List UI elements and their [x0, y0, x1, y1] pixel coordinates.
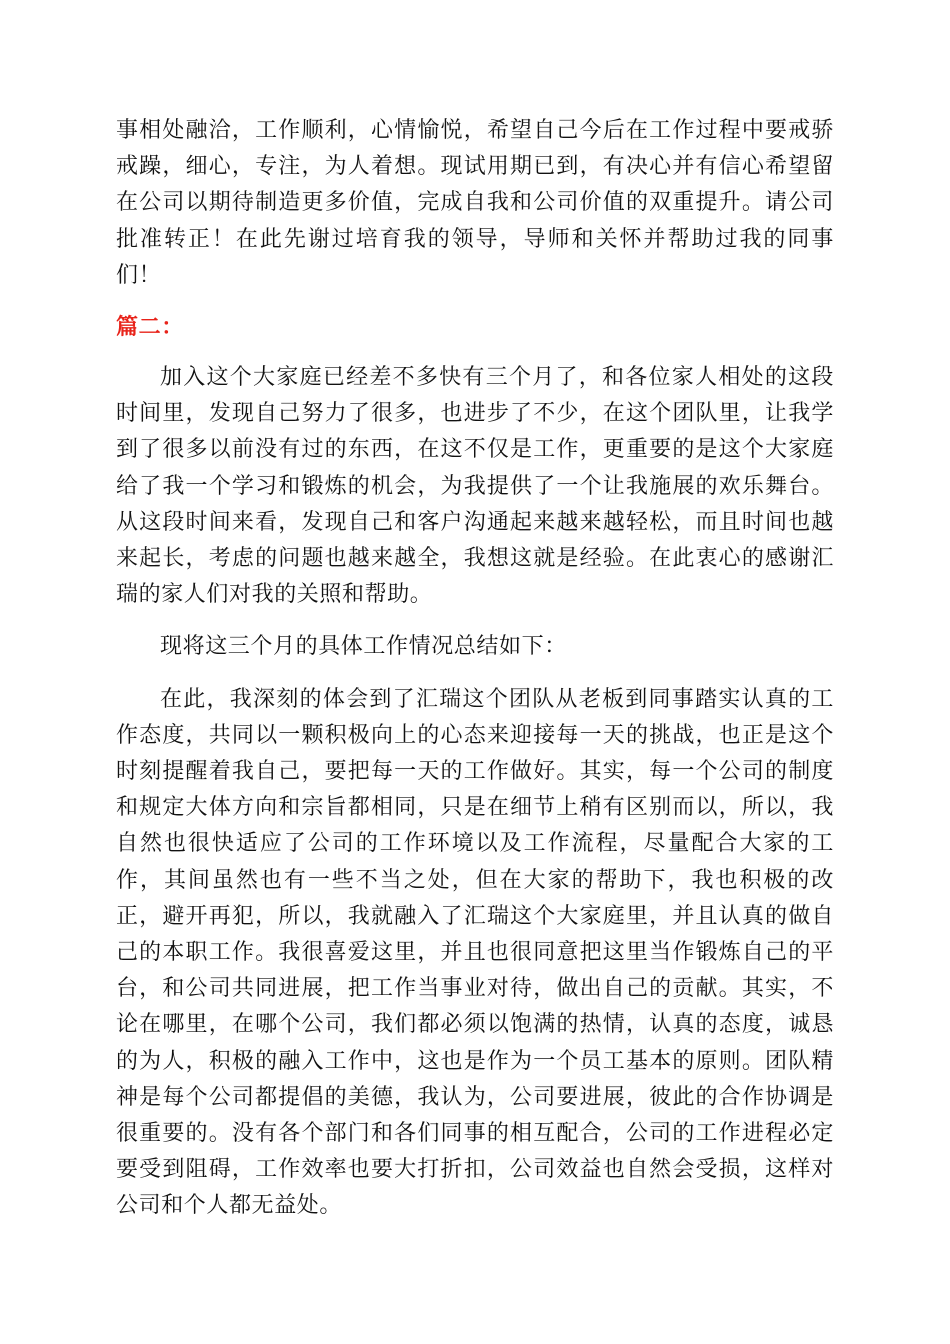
document-body — [116, 113, 834, 1241]
section-heading: 篇二： — [116, 315, 184, 341]
paragraph-summary-lead: 现将这三个月的具体工作情况总结如下： — [160, 634, 567, 660]
paragraph-intro: 加入这个大家庭已经差不多快有三个月了，和各位家人相处的这段时间里，发现自己努力了很多，也进步了不少，在这个团队里，让我学到了很多以前没有过的东西，在这不仅是工作，更重要的是这个大家庭给了我一个学习和锻炼的机会，为我提供了一个让我施展的欢乐舞台。从这段时间来看，发现自己和客户沟通起来越来越轻松，而且时间也越来起长，考虑的问题也越来越全，我想这就是经验。在此衷心的感谢汇瑞的家人们对我的关照和帮助。 — [116, 365, 834, 608]
paragraph-work-details: 在此，我深刻的体会到了汇瑞这个团队从老板到同事踏实认真的工作态度，共同以一颗积极向上的心态来迎接每一天的挑战，也正是这个时刻提醒着我自己，要把每一天的工作做好。其实，每一个公司的制度和规定大体方向和宗旨都相同，只是在细节上稍有区别而以，所以，我自然也很快适应了公司的工作环境以及工作流程，尽量配合大家的工作，其间虽然也有一些不当之处，但在大家的帮助下，我也积极的改正，避开再犯，所以，我就融入了汇瑞这个大家庭里，并且认真的做自己的本职工作。我很喜爱这里，并且也很同意把这里当作锻炼自己的平台，和公司共同进展，把工作当事业对待，做出自己的贡献。其实，不论在哪里，在哪个公司，我们都必须以饱满的热情，认真的态度，诚恳的为人，积极的融入工作中，这也是作为一个员工基本的原则。团队精神是每个公司都提倡的美德，我认为，公司要进展，彼此的合作协调是很重要的。没有各个部门和各们同事的相互配合，公司的工作进程必定要受到阻碍，工作效率也要大打折扣，公司效益也自然会受损，这样对公司和个人都无益处。 — [116, 686, 834, 1219]
continued-paragraph: 事相处融洽，工作顺利，心情愉悦，希望自己今后在工作过程中要戒骄戒躁，细心，专注，为人着想。现试用期已到，有决心并有信心希望留在公司以期待制造更多价值，完成自我和公司价值的双重提升。请公司批准转正！在此先谢过培育我的领导，导师和关怀并帮助过我的同事们！ — [116, 118, 834, 288]
